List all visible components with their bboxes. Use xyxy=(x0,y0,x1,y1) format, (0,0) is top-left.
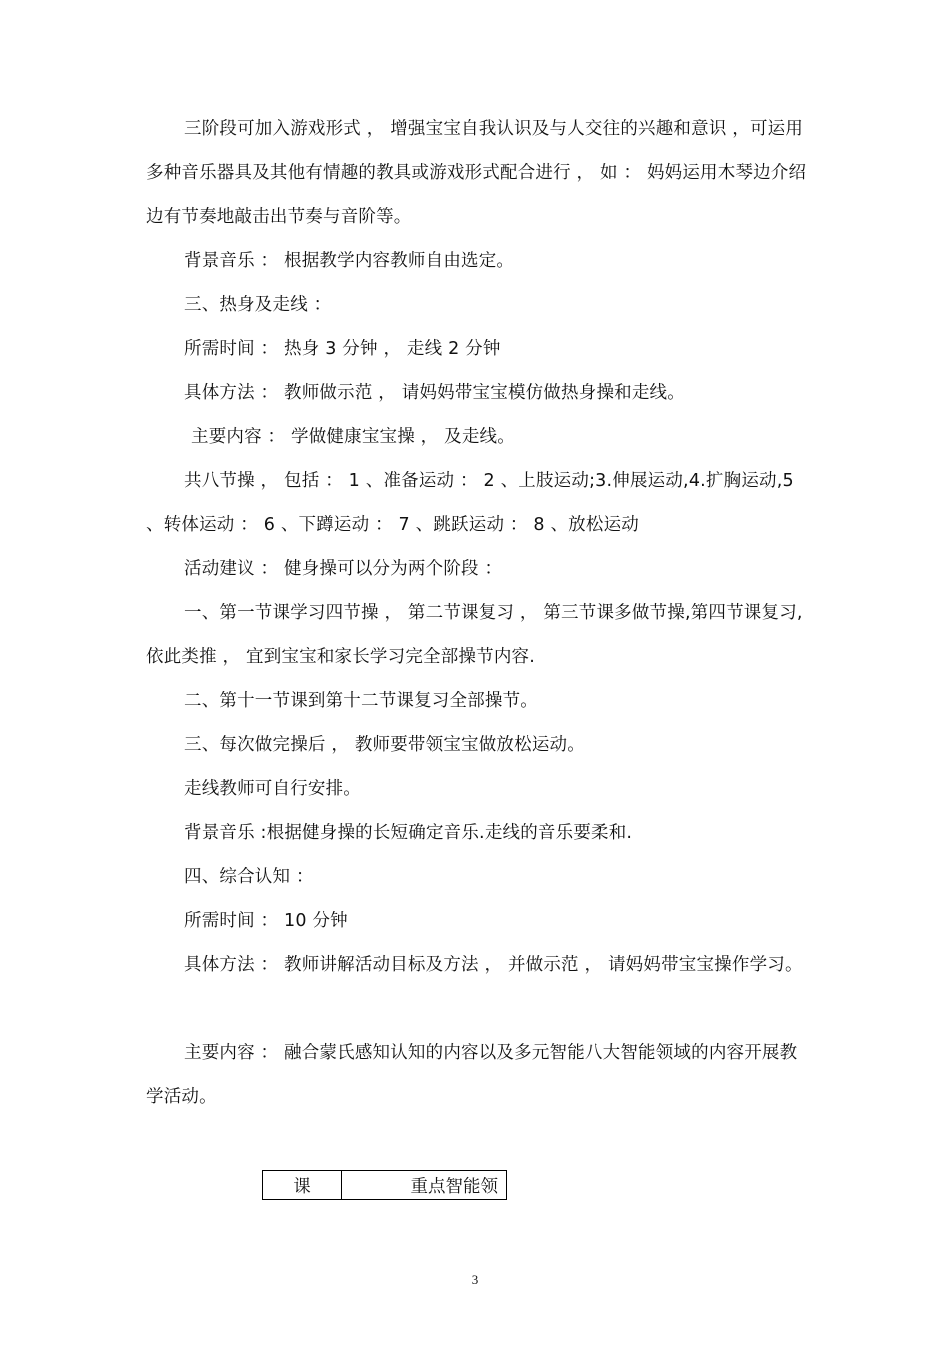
course-table xyxy=(262,1170,507,1200)
paragraph-eight-exercises: 共八节操 ， 包括 ： 1 、准备运动 ： 2 、上肢运动;3.伸展运动,4.扩胸运动,5 、转体运动 ： 6 、下蹲运动 ： 7 、跳跃运动 ： 8 、放松运动 xyxy=(146,471,794,535)
paragraph-stage-three-relax: 三、每次做完操后 ， 教师要带领宝宝做放松运动。 xyxy=(184,735,585,755)
paragraph-stage-three-games: 三阶段可加入游戏形式 ， 增强宝宝自我认识及与人交往的兴趣和意识 ，可运用多种音乐器具及其他有情趣的教具或游戏形式配合进行 ， 如 ： 妈妈运用木琴边介绍边有节奏地敲击出节奏与音阶等。 xyxy=(146,119,807,227)
paragraph-stage-one: 一、第一节课学习四节操 ， 第二节课复习 ， 第三节课多做节操,第四节课复习,依此类推 ， 宜到宝宝和家长学习完全部操节内容. xyxy=(146,603,803,667)
paragraph-stage-two: 二、第十一节课到第十二节课复习全部操节。 xyxy=(184,691,538,711)
paragraph-method-warmup: 具体方法 ： 教师做示范 ， 请妈妈带宝宝模仿做热身操和走线。 xyxy=(184,383,685,403)
paragraph-activity-suggestion: 活动建议 ： 健身操可以分为两个阶段 ： xyxy=(184,559,503,579)
paragraph-background-music-2: 背景音乐 :根据健身操的长短确定音乐.走线的音乐要柔和. xyxy=(184,823,633,843)
table-header-focus-domain: 重点智能领 xyxy=(342,1171,507,1200)
paragraph-content-cognition: 主要内容 ： 融合蒙氏感知认知的内容以及多元智能八大智能领域的内容开展教学活动。 xyxy=(146,1043,798,1107)
paragraph-method-cognition: 具体方法 ： 教师讲解活动目标及方法 ， 并做示范 ， 请妈妈带宝宝操作学习。 xyxy=(184,955,803,975)
paragraph-time-warmup: 所需时间 ： 热身 3 分钟 ， 走线 2 分钟 xyxy=(184,339,501,359)
page-number: 3 xyxy=(471,1272,479,1287)
table-header-course: 课 xyxy=(263,1171,342,1200)
paragraph-walking-line: 走线教师可自行安排。 xyxy=(184,779,361,799)
paragraph-background-music-1: 背景音乐 ： 根据教学内容教师自由选定。 xyxy=(184,251,515,271)
table-row xyxy=(263,1171,507,1200)
paragraph-content-warmup: 主要内容 ： 学做健康宝宝操 ， 及走线。 xyxy=(191,427,515,447)
section-heading-cognition: 四、综合认知 ： xyxy=(184,867,314,887)
section-heading-warmup: 三、热身及走线 ： xyxy=(184,295,332,315)
paragraph-time-cognition: 所需时间 ： 10 分钟 xyxy=(184,911,348,931)
